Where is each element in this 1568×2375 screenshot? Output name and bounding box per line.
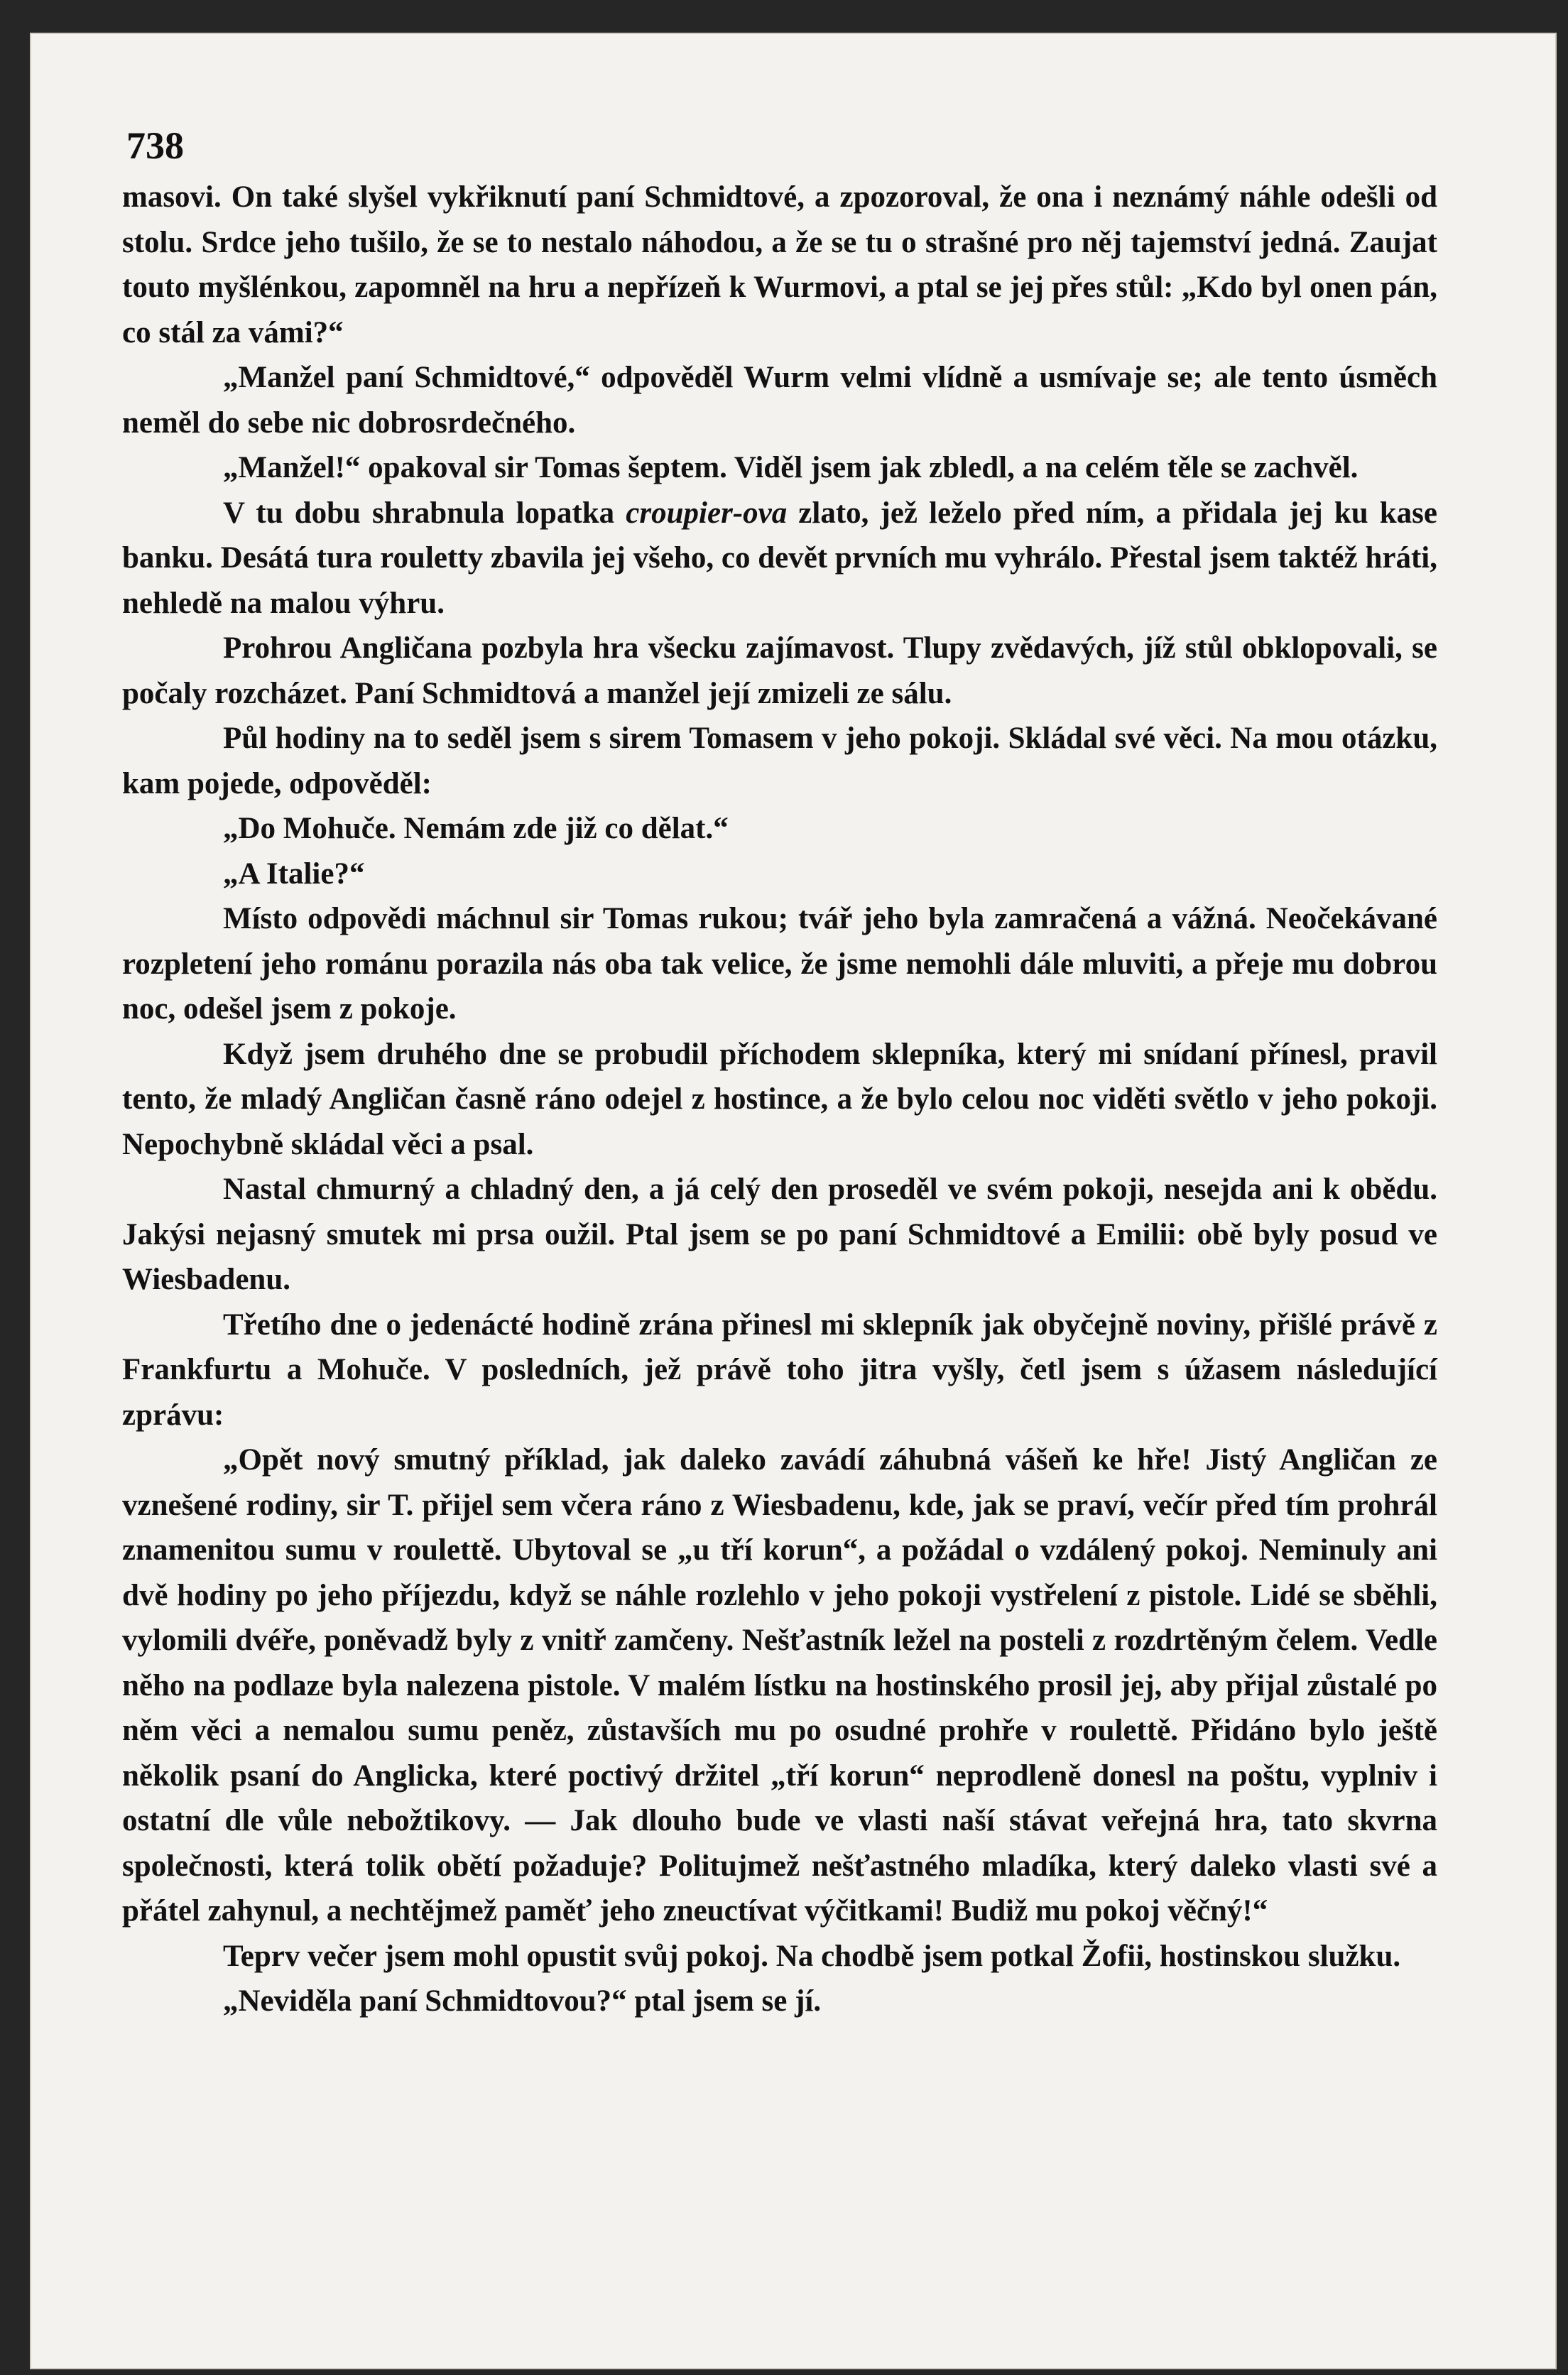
paragraph: Nastal chmurný a chladný den, a já celý den proseděl ve svém pokoji, nesejda ani k obědu. Jakýsi nejasný smutek mi prsa oužil. Ptal jsem se po paní Schmidtové a Emilii: obě byly posud ve Wiesbadenu. [122,1173,1437,1296]
paragraph-text: zlato, jež leželo před ním, a přidala jej ku kase banku. Desátá tura rouletty zbavila jej všeho, co devět prvních mu vyhrálo. Přestal jsem taktéž hráti, nehledě na malou výhru. [122,496,1437,620]
paragraph: masovi. On také slyšel vykřiknutí paní Schmidtové, a zpozoroval, že ona i neznámý náhle odešli od stolu. Srdce jeho tušilo, že se to nestalo náhodou, a že se tu o strašné pro něj tajemství jedná. Zaujat touto myšlénkou, zapomněl na hru a nepřízeň k Wurmovi, a ptal se jej přes stůl: „Kdo byl onen pán, co stál za vámi?“ [122,180,1437,349]
paragraph: „Do Mohuče. Nemám zde již co dělat.“ [223,812,729,845]
paragraph: Teprv večer jsem mohl opustit svůj pokoj. Na chodbě jsem potkal Žofii, hostinskou služku. [223,1939,1401,1973]
paragraph: Prohrou Angličana pozbyla hra všecku zajímavost. Tlupy zvědavých, jíž stůl obklopovali, se počaly rozcházet. Paní Schmidtová a manžel její zmizeli ze sálu. [122,631,1437,710]
paragraph: „A Italie?“ [223,857,365,891]
paragraph: „Manžel!“ opakoval sir Tomas šeptem. Viděl jsem jak zbledl, a na celém těle se zachvěl. [223,451,1359,484]
paragraph: „Manžel paní Schmidtové,“ odpověděl Wurm velmi vlídně a usmívaje se; ale tento úsměch neměl do sebe nic dobrosrdečného. [122,361,1437,440]
paragraph: Třetího dne o jedenácté hodině zrána přinesl mi sklepník jak obyčejně noviny, přišlé právě z Frankfurtu a Mohuče. V posledních, jež právě toho jitra vyšly, četl jsem s úžasem následující zprávu: [122,1308,1437,1432]
paragraph: Půl hodiny na to seděl jsem s sirem Tomasem v jeho pokoji. Skládal své věci. Na mou otázku, kam pojede, odpověděl: [122,722,1437,800]
page-text [122,175,1437,2024]
paragraph [122,491,1437,626]
paragraph: „Neviděla paní Schmidtovou?“ ptal jsem se jí. [223,1984,822,2018]
italic-term: croupier-ova [626,496,788,530]
paragraph: Místo odpovědi máchnul sir Tomas rukou; tvář jeho byla zamračená a vážná. Neočekávané rozpletení jeho románu porazila nás oba tak velice, že jsme nemohli dále mluviti, a přeje mu dobrou noc, odešel jsem z pokoje. [122,902,1437,1026]
page-number: 738 [126,124,184,167]
paragraph: „Opět nový smutný příklad, jak daleko zavádí záhubná vášeň ke hře! Jistý Angličan ze vznešené rodiny, sir T. přijel sem včera ráno z Wiesbadenu, kde, jak se praví, večír před tím prohrál znamenitou sumu v roulettě. Ubytoval se „u tří korun“, a požádal o vzdálený pokoj. Neminuly ani dvě hodiny po jeho příjezdu, když se náhle rozlehlo v jeho pokoji vystřelení z pistole. Lidé se sběhli, vylomili dvéře, poněvadž byly z vnitř zamčeny. Nešťastník ležel na posteli z rozdrtěným čelem. Vedle něho na podlaze byla nalezena pistole. V malém lístku na hostinského prosil jej, aby přijal zůstalé po něm věci a nemalou sumu peněz, zůstavších mu po osudné prohře v roulettě. Přidáno bylo ještě několik psaní do Anglicka, které poctivý držitel „tří korun“ neprodleně donesl na poštu, vyplniv i ostatní dle vůle nebožtikovy. — Jak dlouho bude ve vlasti naší stávat veřejná hra, tato skvrna společnosti, která tolik obětí požaduje? Politujmež nešťastného mladíka, který daleko vlasti své a přátel zahynul, a nechtějmež paměť jeho zneuctívat výčitkami! Budiž mu pokoj věčný!“ [122,1443,1437,1928]
paragraph-text: V tu dobu shrabnula lopatka [223,496,626,530]
paragraph: Když jsem druhého dne se probudil příchodem sklepníka, který mi snídaní přínesl, pravil tento, že mladý Angličan časně ráno odejel z hostince, a že bylo celou noc viděti světlo v jeho pokoji. Nepochybně skládal věci a psal. [122,1037,1437,1161]
